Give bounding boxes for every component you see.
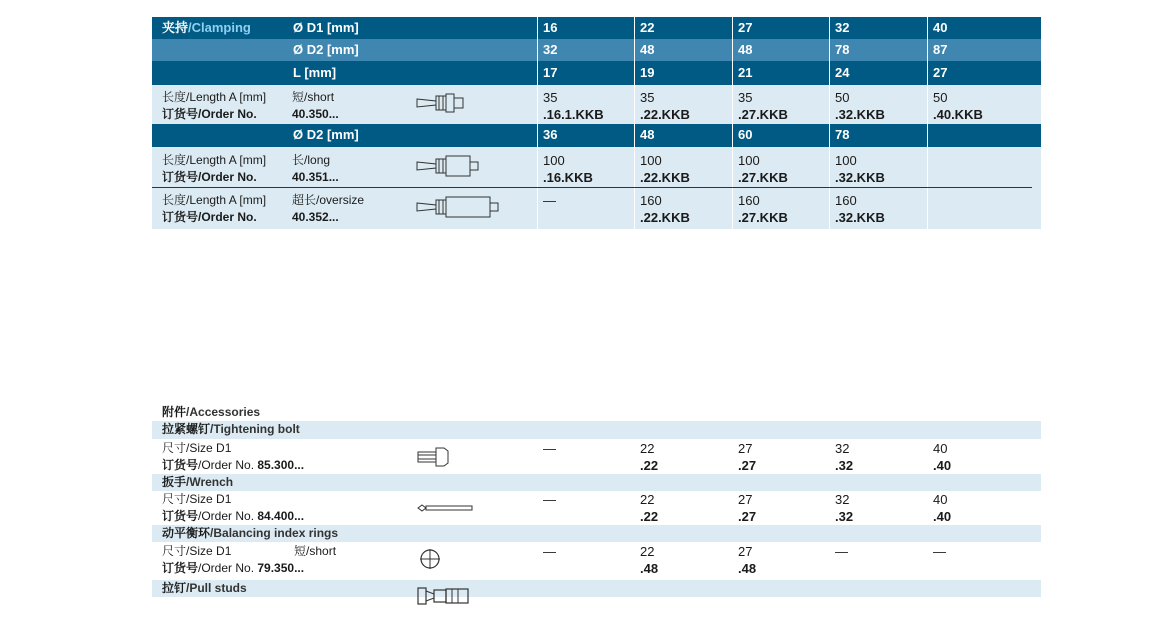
oversize-length: 160 — [835, 193, 857, 208]
bolt-order: .27 — [738, 458, 757, 473]
bolt-order: .40 — [933, 458, 952, 473]
header-row-d1 — [152, 17, 1041, 39]
d2-long-value: 36 — [543, 127, 558, 142]
short-length: 35 — [640, 90, 655, 105]
d1-label: Ø D1 [mm] — [293, 20, 359, 35]
long-length: 100 — [543, 153, 565, 168]
order-label: 订货号/Order No. 79.350... — [162, 561, 305, 575]
rings-size: — — [933, 544, 946, 559]
header-row-l — [152, 61, 1041, 85]
rings-size: 22 — [640, 544, 655, 559]
d2-value: 87 — [933, 42, 948, 57]
bolt-title: 拉紧螺钉/Tightening bolt — [162, 422, 300, 436]
d2-long-value: 60 — [738, 127, 753, 142]
length-label: 长度/Length A [mm] — [162, 193, 267, 207]
rows-long-oversize — [152, 147, 1041, 229]
l-value: 27 — [933, 65, 948, 80]
size-label: 尺寸/Size D1 — [162, 492, 232, 506]
wrench-size: 27 — [738, 492, 753, 507]
order-label: 订货号/Order No. — [162, 170, 257, 184]
d1-value: 32 — [835, 20, 850, 35]
wrench-size: 22 — [640, 492, 655, 507]
long-order: .27.KKB — [738, 170, 788, 185]
pull-stud-icon — [416, 585, 472, 607]
long-length: 100 — [738, 153, 760, 168]
oversize-order: .32.KKB — [835, 210, 885, 225]
long-length: 100 — [640, 153, 662, 168]
wrench-order: .40 — [933, 509, 952, 524]
wrench-size: 40 — [933, 492, 948, 507]
d2-long-value: 48 — [640, 127, 655, 142]
short-order: .22.KKB — [640, 107, 690, 122]
size-label: 尺寸/Size D1 — [162, 544, 232, 558]
holder-oversize-icon — [416, 194, 500, 220]
header-row-d2-long — [152, 124, 1041, 147]
bolt-order: .22 — [640, 458, 659, 473]
studs-title: 拉钉/Pull studs — [162, 581, 247, 595]
studs-header-band — [152, 580, 1041, 597]
l-value: 21 — [738, 65, 753, 80]
d1-value: 40 — [933, 20, 948, 35]
wrench-icon — [416, 502, 476, 514]
wrench-order: .22 — [640, 509, 659, 524]
bolt-size: — — [543, 441, 556, 456]
wrench-order: .32 — [835, 509, 854, 524]
order-prefix: 40.350... — [292, 107, 339, 121]
d2-value: 48 — [738, 42, 753, 57]
short-length: 50 — [933, 90, 948, 105]
rings-title: 动平衡环/Balancing index rings — [162, 526, 339, 540]
oversize-length: — — [543, 193, 556, 208]
type-short: 短/short — [294, 544, 337, 558]
bolt-size: 22 — [640, 441, 655, 456]
wrench-header-band — [152, 474, 1041, 491]
rings-size: — — [835, 544, 848, 559]
accessories-title: 附件/Accessories — [162, 405, 261, 419]
bolt-size: 32 — [835, 441, 850, 456]
oversize-length: 160 — [640, 193, 662, 208]
length-label: 长度/Length A [mm] — [162, 90, 267, 104]
holder-long-icon — [416, 154, 480, 178]
short-order: .27.KKB — [738, 107, 788, 122]
holder-short-icon — [416, 92, 466, 114]
l-value: 24 — [835, 65, 850, 80]
clamping-label: 夹持/Clamping — [162, 20, 251, 35]
tightening-bolt-icon — [416, 445, 452, 469]
rings-order: .48 — [738, 561, 757, 576]
bolt-order: .32 — [835, 458, 854, 473]
long-order: .32.KKB — [835, 170, 885, 185]
long-length: 100 — [835, 153, 857, 168]
bolt-size: 40 — [933, 441, 948, 456]
type-oversize: 超长/oversize — [292, 193, 365, 207]
wrench-size: — — [543, 492, 556, 507]
d2-long-label: Ø D2 [mm] — [293, 127, 359, 142]
wrench-size: 32 — [835, 492, 850, 507]
d1-value: 16 — [543, 20, 558, 35]
row-divider — [152, 187, 1032, 188]
short-length: 35 — [738, 90, 753, 105]
d1-value: 22 — [640, 20, 655, 35]
order-label: 订货号/Order No. 85.300... — [162, 458, 305, 472]
header-row-d2 — [152, 39, 1041, 61]
wrench-title: 扳手/Wrench — [162, 475, 234, 489]
rings-order: .48 — [640, 561, 659, 576]
d1-value: 27 — [738, 20, 753, 35]
size-label: 尺寸/Size D1 — [162, 441, 232, 455]
l-value: 19 — [640, 65, 655, 80]
order-label: 订货号/Order No. — [162, 107, 257, 121]
oversize-length: 160 — [738, 193, 760, 208]
l-value: 17 — [543, 65, 558, 80]
short-length: 50 — [835, 90, 850, 105]
order-label: 订货号/Order No. 84.400... — [162, 509, 305, 523]
long-order: .16.KKB — [543, 170, 593, 185]
order-label: 订货号/Order No. — [162, 210, 257, 224]
order-prefix: 40.351... — [292, 170, 339, 184]
l-label: L [mm] — [293, 65, 337, 80]
type-short: 短/short — [292, 90, 335, 104]
bolt-size: 27 — [738, 441, 753, 456]
oversize-order: .22.KKB — [640, 210, 690, 225]
long-order: .22.KKB — [640, 170, 690, 185]
short-length: 35 — [543, 90, 558, 105]
short-order: .40.KKB — [933, 107, 983, 122]
balancing-ring-icon — [418, 547, 442, 571]
short-order: .32.KKB — [835, 107, 885, 122]
oversize-order: .27.KKB — [738, 210, 788, 225]
type-long: 长/long — [292, 153, 331, 167]
d2-long-value: 78 — [835, 127, 850, 142]
d2-value: 78 — [835, 42, 850, 57]
d2-value: 48 — [640, 42, 655, 57]
order-prefix: 40.352... — [292, 210, 339, 224]
length-label: 长度/Length A [mm] — [162, 153, 267, 167]
d2-label: Ø D2 [mm] — [293, 42, 359, 57]
wrench-order: .27 — [738, 509, 757, 524]
rings-size: 27 — [738, 544, 753, 559]
short-order: .16.1.KKB — [543, 107, 604, 122]
d2-value: 32 — [543, 42, 558, 57]
rings-size: — — [543, 544, 556, 559]
